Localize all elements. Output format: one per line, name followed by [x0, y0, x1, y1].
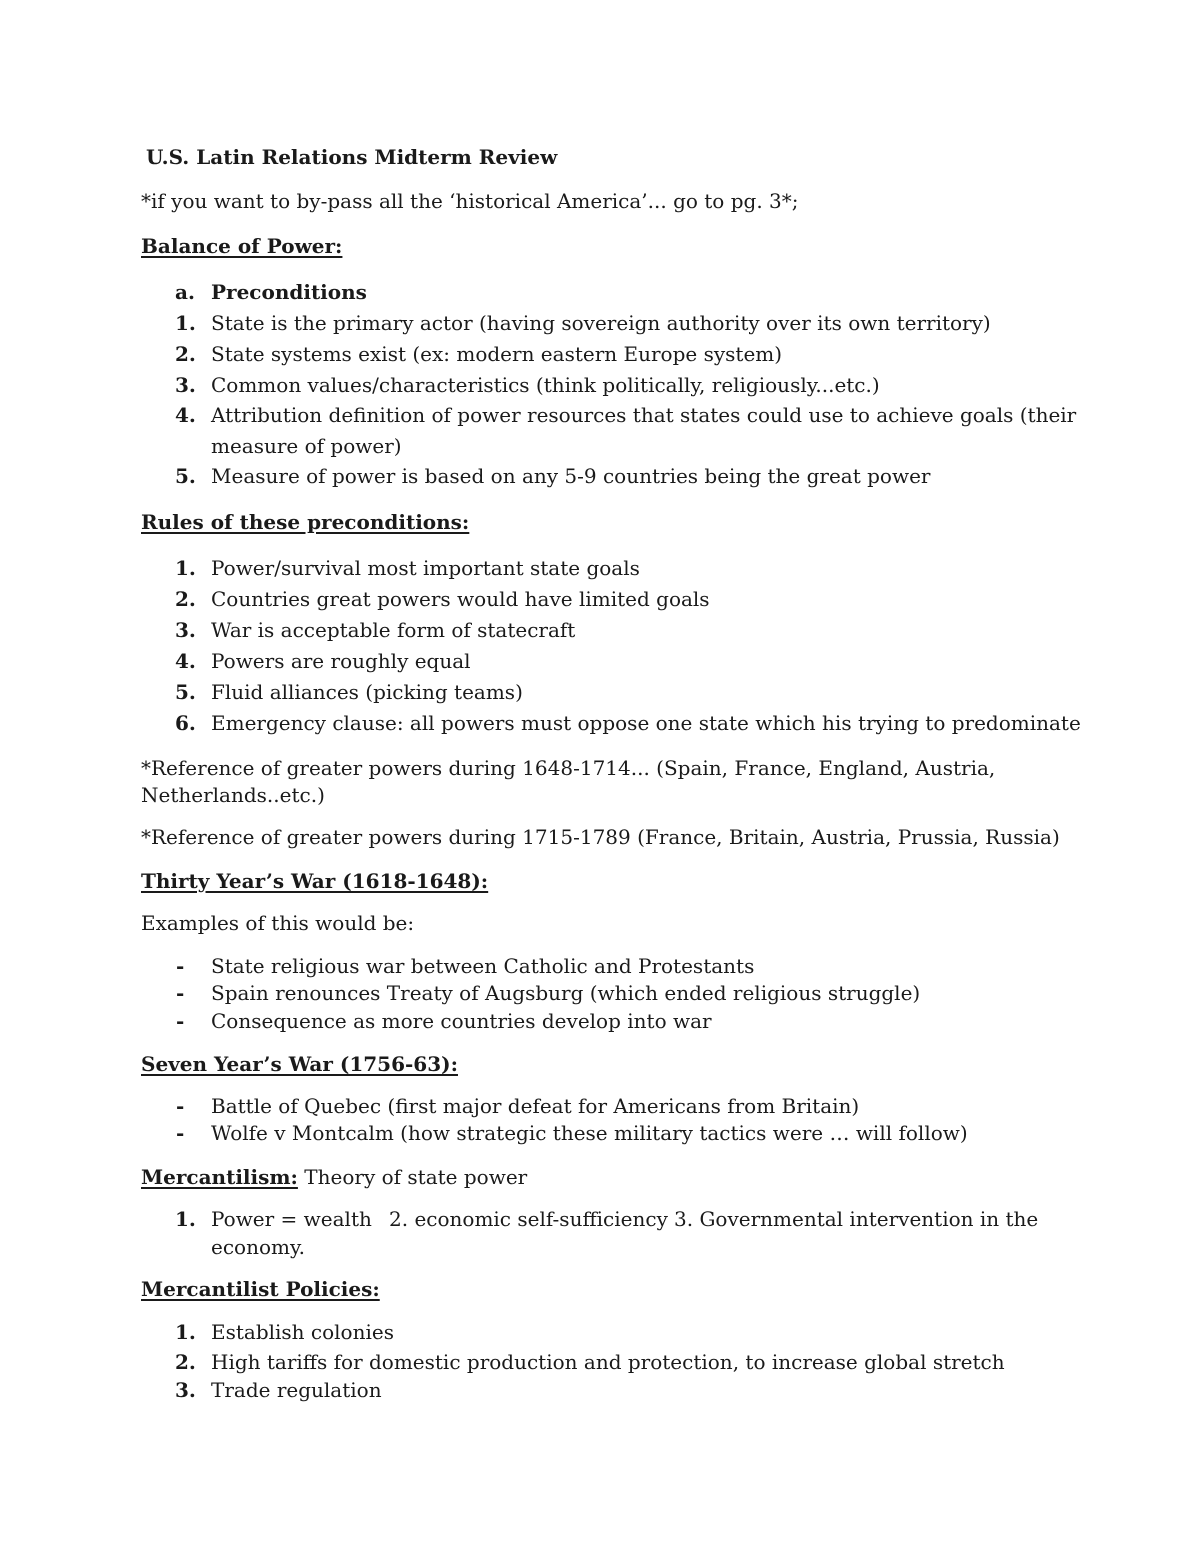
list-marker: 1. — [175, 1320, 196, 1344]
list-item-continuation: economy. — [211, 1235, 305, 1259]
list-marker: 3. — [175, 618, 196, 642]
list-item: Spain renounces Treaty of Augsburg (which ended religious struggle) — [211, 981, 921, 1005]
list-item: Power = wealth — [211, 1207, 372, 1231]
list-item: High tariffs for domestic production and protection, to increase global stretch — [211, 1350, 1005, 1374]
rules-heading: Rules of these preconditions: — [141, 510, 470, 534]
list-item: Countries great powers would have limited goals — [211, 587, 710, 611]
list-marker: 4. — [175, 403, 196, 427]
thirty-years-war-intro: Examples of this would be: — [141, 911, 415, 935]
bullet-dash: - — [176, 1121, 185, 1145]
list-item: Trade regulation — [211, 1378, 382, 1402]
list-marker: 4. — [175, 649, 196, 673]
list-marker: 6. — [175, 711, 196, 735]
thirty-years-war-heading: Thirty Year’s War (1618-1648): — [141, 869, 489, 893]
list-item: 3. Governmental intervention in the — [674, 1207, 1039, 1231]
list-item: 2. economic self-sufficiency — [389, 1207, 668, 1231]
list-item: Measure of power is based on any 5-9 countries being the great power — [211, 464, 931, 488]
preconditions-heading: Preconditions — [211, 280, 367, 304]
balance-heading: Balance of Power: — [141, 234, 343, 258]
mercantilism-heading: Mercantilism: — [141, 1165, 298, 1189]
list-marker: 2. — [175, 587, 196, 611]
list-item: Common values/characteristics (think politically, religiously...etc.) — [211, 373, 880, 397]
list-marker: 2. — [175, 342, 196, 366]
list-marker: 3. — [175, 1378, 196, 1402]
list-item: Emergency clause: all powers must oppose one state which his trying to predominate — [211, 711, 1081, 735]
list-marker: 1. — [175, 311, 196, 335]
list-item: State is the primary actor (having sovereign authority over its own territory) — [211, 311, 991, 335]
seven-years-war-heading: Seven Year’s War (1756-63): — [141, 1052, 458, 1076]
bullet-dash: - — [176, 1094, 185, 1118]
list-marker: a. — [175, 280, 195, 304]
mercantilism-definition: Theory of state power — [297, 1165, 528, 1189]
list-item-continuation: measure of power) — [211, 434, 402, 458]
list-marker: 3. — [175, 373, 196, 397]
list-item: State systems exist (ex: modern eastern Europe system) — [211, 342, 783, 366]
list-marker: 2. — [175, 1350, 196, 1374]
mercantilist-policies-heading: Mercantilist Policies: — [141, 1277, 380, 1301]
document-title: U.S. Latin Relations Midterm Review — [146, 145, 558, 169]
list-item: Consequence as more countries develop into war — [211, 1009, 712, 1033]
list-item: War is acceptable form of statecraft — [211, 618, 576, 642]
list-marker: 1. — [175, 556, 196, 580]
list-marker: 5. — [175, 680, 196, 704]
list-item: Powers are roughly equal — [211, 649, 471, 673]
intro-note: *if you want to by-pass all the ‘historical America’... go to pg. 3*; — [141, 189, 799, 213]
reference-note: *Reference of greater powers during 1648-1714... (Spain, France, England, Austria, — [141, 756, 996, 780]
list-item: Power/survival most important state goals — [211, 556, 640, 580]
list-marker: 5. — [175, 464, 196, 488]
list-item: Battle of Quebec (first major defeat for Americans from Britain) — [211, 1094, 860, 1118]
list-item: State religious war between Catholic and Protestants — [211, 954, 755, 978]
list-marker: 1. — [175, 1207, 196, 1231]
bullet-dash: - — [176, 981, 185, 1005]
list-item: Attribution definition of power resources that states could use to achieve goals (their — [211, 403, 1077, 427]
bullet-dash: - — [176, 954, 185, 978]
list-item: Wolfe v Montcalm (how strategic these military tactics were … will follow) — [211, 1121, 968, 1145]
list-item: Fluid alliances (picking teams) — [211, 680, 523, 704]
bullet-dash: - — [176, 1009, 185, 1033]
reference-note: *Reference of greater powers during 1715-1789 (France, Britain, Austria, Prussia, Russia) — [141, 825, 1060, 849]
reference-note-continuation: Netherlands..etc.) — [141, 783, 325, 807]
mercantilism-line — [141, 1164, 527, 1190]
list-item: Establish colonies — [211, 1320, 394, 1344]
